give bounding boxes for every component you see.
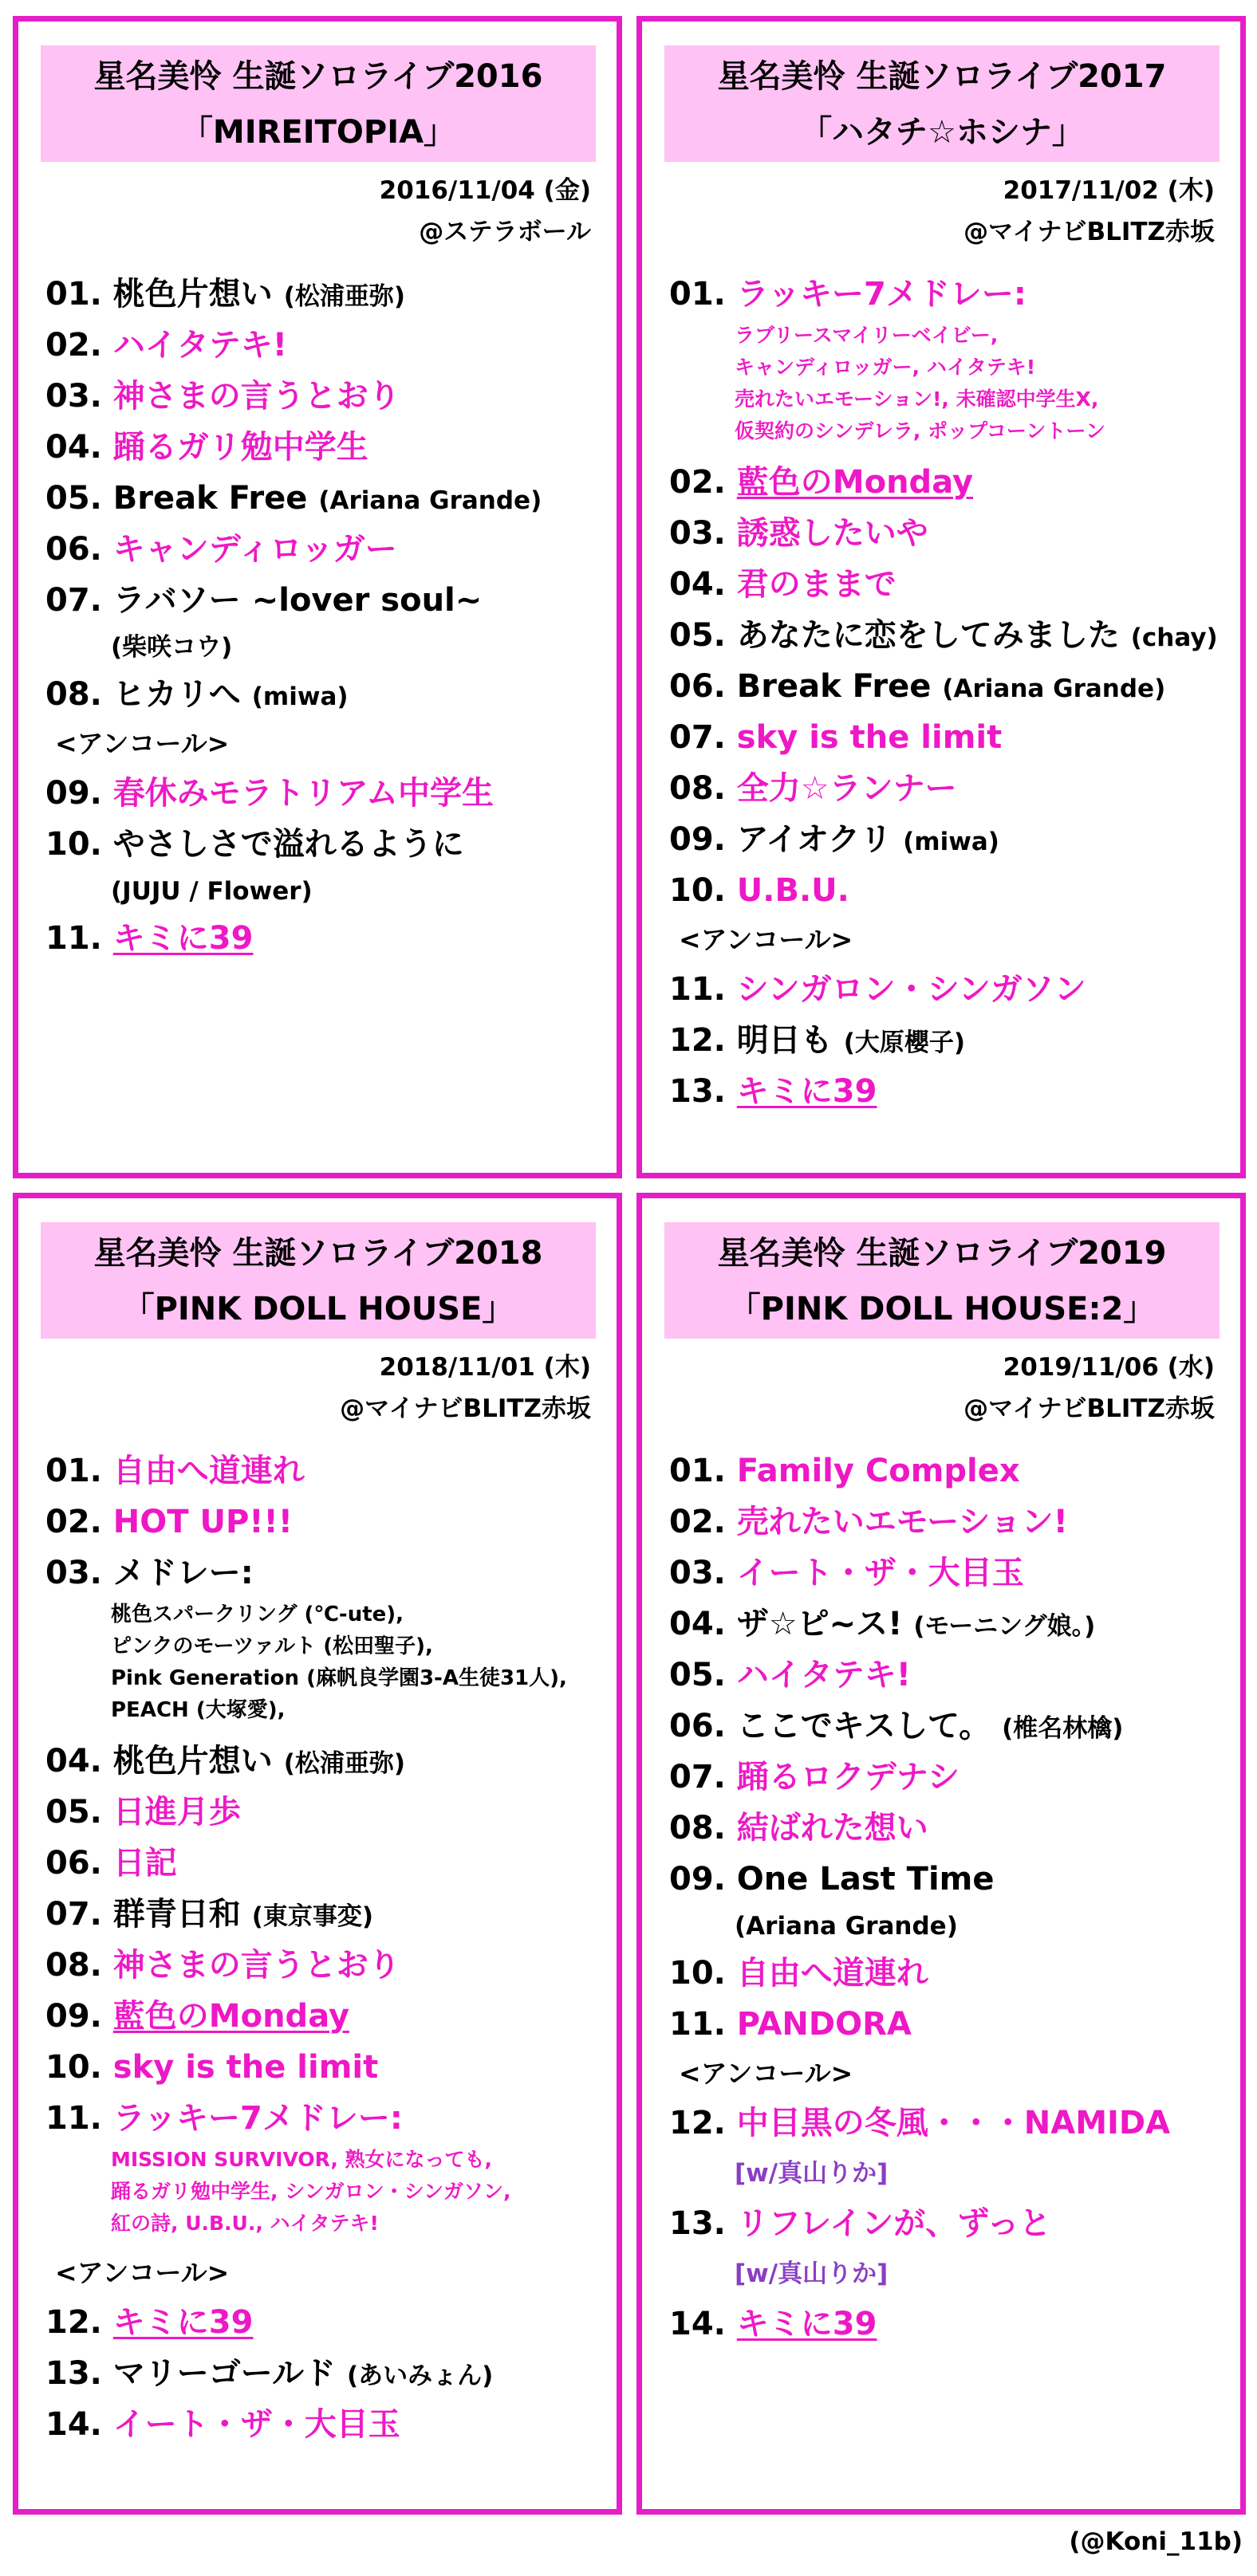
medley-line: 紅の詩, U.B.U., ハイタテキ! — [111, 2212, 379, 2235]
song-number: 05. — [669, 617, 726, 654]
panel-title-box — [41, 1222, 596, 1339]
song-title: 藍色のMonday — [112, 1998, 350, 2035]
song-number: 07. — [669, 1759, 726, 1795]
song-row — [669, 1066, 1234, 1117]
song-title: 結ばれた想い — [736, 1810, 928, 1846]
song-artist: (Ariana Grande) — [318, 486, 542, 515]
song-title: HOT UP!!! — [112, 1504, 294, 1540]
song-row — [669, 964, 1234, 1015]
song-title: ラッキー7メドレー: — [736, 276, 1026, 313]
song-row — [45, 819, 610, 870]
song-artist: (miwa) — [251, 682, 349, 711]
song-number: 03. — [45, 378, 102, 415]
song-title: 明日も — [736, 1022, 833, 1059]
setlist — [669, 1445, 1234, 2350]
concert-date: 2016/11/04 (金) — [379, 176, 591, 205]
song-artist: (Ariana Grande) — [735, 1912, 958, 1941]
song-number: 01. — [669, 276, 726, 313]
song-artist: (モーニング娘。) — [913, 1612, 1096, 1641]
song-title: sky is the limit — [736, 719, 1003, 756]
song-number: 04. — [669, 566, 726, 603]
song-title: キミに39 — [736, 1073, 877, 1110]
song-title: あなたに恋をしてみました — [736, 617, 1120, 654]
song-title: 踊るガリ勉中学生 — [112, 429, 368, 466]
song-title: イート・ザ・大目玉 — [112, 2406, 400, 2443]
song-number: 06. — [45, 531, 102, 568]
song-number: 06. — [45, 1845, 102, 1882]
song-number: 07. — [45, 1896, 102, 1933]
song-row — [45, 2042, 610, 2093]
song-artist: (松浦亜弥) — [283, 282, 406, 311]
song-title: イート・ザ・大目玉 — [736, 1555, 1024, 1591]
song-title: 君のままで — [736, 566, 896, 603]
medley-list — [669, 320, 1234, 457]
song-title: リフレインが、ずっと — [736, 2205, 1051, 2242]
encore-label: <アンコール> — [55, 728, 230, 759]
song-row — [45, 1736, 610, 1787]
panel-title-box — [41, 45, 596, 162]
song-title: 群青日和 — [112, 1896, 241, 1933]
song-row — [45, 269, 610, 320]
song-row — [45, 2093, 610, 2144]
concert-date: 2019/11/06 (水) — [1003, 1353, 1215, 1382]
song-number: 13. — [669, 1073, 726, 1110]
song-number: 08. — [45, 1947, 102, 1984]
song-row — [45, 2399, 610, 2450]
song-title: 全力☆ランナー — [736, 770, 957, 807]
song-number: 11. — [45, 920, 102, 957]
song-row — [669, 269, 1234, 320]
medley-list — [45, 2144, 610, 2249]
medley-line: 仮契約のシンデレラ, ポップコーントーン — [735, 419, 1105, 442]
concert-subtitle: 「ハタチ☆ホシナ」 — [800, 114, 1084, 151]
song-row — [669, 1015, 1234, 1066]
song-row — [669, 763, 1234, 814]
medley-line: MISSION SURVIVOR, 熟女になっても, — [111, 2148, 493, 2171]
guest-note: [w/真山りか] — [735, 2159, 889, 2188]
concert-venue: @マイナビBLITZ赤坂 — [963, 218, 1215, 246]
song-row — [45, 1838, 610, 1889]
song-number: 06. — [669, 1708, 726, 1744]
song-number: 09. — [45, 1998, 102, 2035]
medley-line: 踊るガリ勉中学生, シンガロン・シンガソン, — [111, 2180, 511, 2203]
song-title: ラバソー ~lover soul~ — [112, 582, 483, 619]
song-number: 02. — [45, 327, 102, 364]
concert-date: 2018/11/01 (木) — [379, 1353, 591, 1382]
song-title: 踊るロクデナシ — [736, 1759, 959, 1795]
song-row — [45, 2297, 610, 2348]
setlist-panel-2016 — [13, 16, 622, 1178]
medley-line: ピンクのモーツァルト (松田聖子), — [111, 1634, 433, 1658]
song-title: 日進月歩 — [112, 1794, 241, 1831]
song-number: 02. — [669, 1504, 726, 1540]
song-number: 09. — [669, 1861, 726, 1898]
concert-title: 星名美怜 生誕ソロライブ2017 — [717, 58, 1167, 95]
medley-line: 桃色スパークリング (℃-ute), — [111, 1603, 404, 1626]
song-title: シンガロン・シンガソン — [736, 971, 1086, 1008]
song-number: 10. — [45, 826, 102, 863]
setlist — [45, 1445, 610, 2450]
song-artist: (JUJU / Flower) — [111, 877, 313, 906]
song-number: 02. — [669, 464, 726, 501]
song-title: ヒカリへ — [112, 676, 241, 713]
encore-label: <アンコール> — [679, 2058, 853, 2089]
song-row — [45, 575, 610, 626]
song-title: ザ☆ピ~ス! — [736, 1606, 903, 1642]
song-title: Break Free — [736, 668, 932, 705]
song-title: ここでキスして。 — [736, 1708, 991, 1744]
song-row — [669, 814, 1234, 865]
medley-list — [45, 1599, 610, 1736]
song-row — [45, 768, 610, 819]
song-title: キャンディロッガー — [112, 531, 397, 568]
setlist — [669, 269, 1234, 1117]
song-number: 05. — [45, 1794, 102, 1831]
song-row — [669, 2098, 1234, 2149]
song-number: 11. — [669, 2006, 726, 2043]
song-number: 07. — [45, 582, 102, 619]
song-row — [669, 1752, 1234, 1803]
song-row — [45, 913, 610, 964]
concert-venue: @マイナビBLITZ赤坂 — [340, 1394, 591, 1423]
song-title: キミに39 — [112, 2304, 254, 2341]
medley-line: PEACH (大塚愛), — [111, 1698, 286, 1722]
song-number: 13. — [45, 2355, 102, 2392]
song-row — [669, 457, 1234, 508]
song-row — [45, 1889, 610, 1940]
song-title: キミに39 — [736, 2306, 877, 2342]
song-title: ラッキー7メドレー: — [112, 2100, 403, 2137]
concert-date: 2017/11/02 (木) — [1003, 176, 1215, 205]
song-title: Family Complex — [736, 1453, 1020, 1489]
concert-venue: @マイナビBLITZ赤坂 — [963, 1394, 1215, 1423]
song-row — [45, 1787, 610, 1838]
song-row — [669, 1999, 1234, 2050]
song-title: 神さまの言うとおり — [112, 1947, 400, 1984]
song-row — [45, 1991, 610, 2042]
song-number: 04. — [45, 429, 102, 466]
song-artist: (松浦亜弥) — [283, 1749, 406, 1778]
song-row — [669, 865, 1234, 916]
song-number: 01. — [45, 276, 102, 313]
author-credit: (@Koni_11b) — [1069, 2527, 1243, 2556]
song-title: やさしさで溢れるように — [112, 826, 464, 863]
song-title: 春休みモラトリアム中学生 — [112, 775, 494, 812]
song-artist: (Ariana Grande) — [942, 674, 1166, 703]
song-row — [669, 508, 1234, 559]
song-title: PANDORA — [736, 2006, 912, 2043]
song-title: 中目黒の冬風・・・NAMIDA — [736, 2105, 1171, 2141]
song-number: 09. — [45, 775, 102, 812]
song-row — [669, 1445, 1234, 1496]
medley-line: キャンディロッガー, ハイタテキ! — [735, 356, 1036, 379]
song-title: アイオクリ — [736, 821, 893, 858]
song-title: 神さまの言うとおり — [112, 378, 400, 415]
song-artist: (大原櫻子) — [843, 1028, 966, 1057]
song-artist: (椎名林檎) — [1002, 1714, 1124, 1743]
song-row — [45, 422, 610, 473]
song-number: 05. — [45, 480, 102, 517]
song-artist: (あいみょん) — [346, 2362, 494, 2390]
song-artist: (東京事変) — [251, 1902, 374, 1931]
song-title: キミに39 — [112, 920, 254, 957]
song-artist: (柴咲コウ) — [111, 633, 233, 662]
song-row — [669, 1496, 1234, 1548]
song-number: 03. — [669, 1555, 726, 1591]
medley-line: 売れたいエモーション!, 未確認中学生X, — [735, 387, 1099, 411]
song-number: 03. — [45, 1555, 102, 1591]
song-number: 14. — [669, 2306, 726, 2342]
song-number: 01. — [669, 1453, 726, 1489]
song-row — [45, 524, 610, 575]
song-title: 売れたいエモーション! — [736, 1504, 1068, 1540]
setlist — [45, 269, 610, 964]
song-row — [669, 610, 1234, 661]
song-row — [669, 1803, 1234, 1854]
song-title: 日記 — [112, 1845, 177, 1882]
song-number: 08. — [669, 770, 726, 807]
song-row — [45, 1548, 610, 1599]
song-row — [45, 320, 610, 371]
song-row — [669, 1650, 1234, 1701]
song-row — [669, 2198, 1234, 2249]
song-title: 自由へ道連れ — [112, 1453, 305, 1489]
song-number: 10. — [45, 2049, 102, 2086]
song-number: 10. — [669, 872, 726, 909]
song-title: One Last Time — [736, 1861, 995, 1898]
song-title: 桃色片想い — [112, 276, 273, 313]
song-row — [45, 2348, 610, 2399]
song-number: 12. — [45, 2304, 102, 2341]
guest-note: [w/真山りか] — [735, 2259, 889, 2288]
setlist-panel-2019 — [636, 1193, 1246, 2515]
concert-subtitle: 「PINK DOLL HOUSE」 — [122, 1291, 514, 1327]
song-number: 04. — [45, 1743, 102, 1780]
panel-title-box — [664, 1222, 1220, 1339]
song-number: 11. — [669, 971, 726, 1008]
concert-title: 星名美怜 生誕ソロライブ2016 — [93, 58, 543, 95]
song-number: 01. — [45, 1453, 102, 1489]
encore-label: <アンコール> — [679, 924, 853, 955]
song-number: 13. — [669, 2205, 726, 2242]
song-row — [669, 1548, 1234, 1599]
song-number: 10. — [669, 1955, 726, 1992]
concert-venue: @ステラボール — [419, 218, 591, 246]
song-title: マリーゴールド — [112, 2355, 336, 2392]
song-number: 12. — [669, 2105, 726, 2141]
concert-subtitle: 「MIREITOPIA」 — [180, 114, 456, 151]
song-number: 04. — [669, 1606, 726, 1642]
song-number: 06. — [669, 668, 726, 705]
concert-subtitle: 「PINK DOLL HOUSE:2」 — [728, 1291, 1156, 1327]
setlist-panel-2017 — [636, 16, 1246, 1178]
song-row — [669, 661, 1234, 712]
song-artist: (miwa) — [903, 828, 999, 856]
song-title: 藍色のMonday — [736, 464, 974, 501]
song-row — [669, 1599, 1234, 1650]
medley-line: ラブリースマイリーベイビー, — [735, 324, 999, 347]
song-title: ハイタテキ! — [112, 327, 288, 364]
song-number: 08. — [45, 676, 102, 713]
song-row — [45, 669, 610, 720]
song-number: 08. — [669, 1810, 726, 1846]
song-title: メドレー: — [112, 1555, 254, 1591]
song-row — [45, 371, 610, 422]
panel-title-box — [664, 45, 1220, 162]
song-row — [669, 2299, 1234, 2350]
song-title: sky is the limit — [112, 2049, 379, 2086]
song-row — [669, 712, 1234, 763]
song-number: 11. — [45, 2100, 102, 2137]
song-row — [45, 1940, 610, 1991]
song-row — [669, 1701, 1234, 1752]
concert-title: 星名美怜 生誕ソロライブ2019 — [717, 1235, 1167, 1272]
encore-label: <アンコール> — [55, 2257, 230, 2288]
concert-title: 星名美怜 生誕ソロライブ2018 — [93, 1235, 543, 1272]
song-title: 誘惑したいや — [736, 515, 928, 552]
song-number: 05. — [669, 1657, 726, 1693]
song-row — [45, 473, 610, 524]
song-number: 03. — [669, 515, 726, 552]
song-title: ハイタテキ! — [736, 1657, 912, 1693]
song-number: 09. — [669, 821, 726, 858]
song-number: 14. — [45, 2406, 102, 2443]
song-title: U.B.U. — [736, 872, 849, 909]
song-row — [669, 559, 1234, 610]
song-artist: (chay) — [1130, 623, 1218, 652]
song-number: 07. — [669, 719, 726, 756]
song-number: 02. — [45, 1504, 102, 1540]
song-title: Break Free — [112, 480, 308, 517]
song-row — [669, 1948, 1234, 1999]
song-number: 12. — [669, 1022, 726, 1059]
song-row — [669, 1854, 1234, 1905]
medley-line: Pink Generation (麻帆良学園3-A生徒31人), — [111, 1666, 567, 1690]
song-title: 自由へ道連れ — [736, 1955, 928, 1992]
setlist-panel-2018 — [13, 1193, 622, 2515]
song-row — [45, 1445, 610, 1496]
song-title: 桃色片想い — [112, 1743, 273, 1780]
song-row — [45, 1496, 610, 1548]
